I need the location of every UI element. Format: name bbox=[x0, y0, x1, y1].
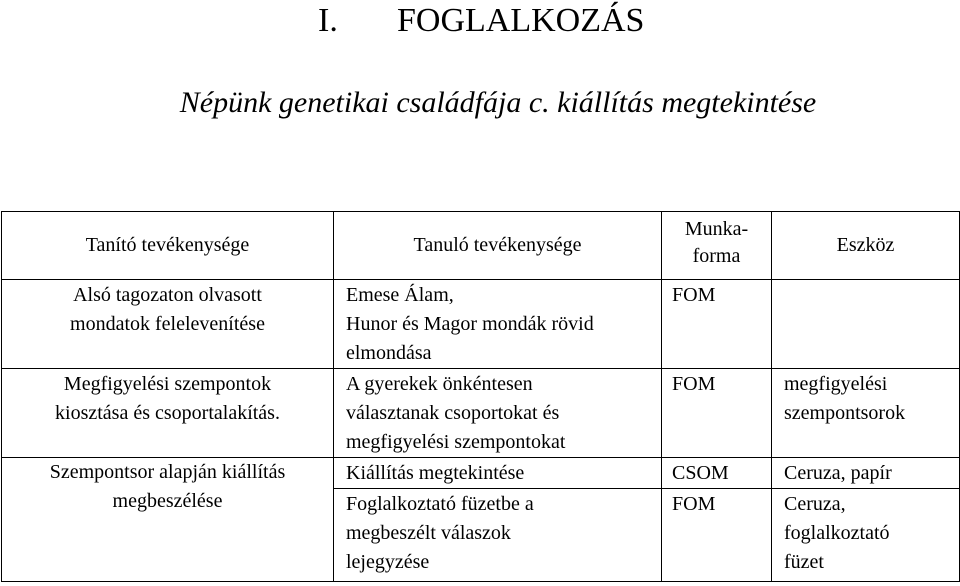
cell-form-text: CSOM bbox=[672, 462, 729, 484]
cell-form bbox=[662, 489, 772, 582]
section-number: I. bbox=[318, 2, 338, 39]
cell-student bbox=[334, 280, 662, 369]
cell-student-text: Foglalkoztató füzetbe a megbeszélt válaszok lejegyzése bbox=[346, 493, 534, 573]
lesson-subtitle-text: Népünk genetikai családfája c. kiállítás megtekintése bbox=[179, 86, 817, 119]
header-work-form bbox=[662, 212, 772, 280]
cell-tool-text: Ceruza, foglalkoztató füzet bbox=[784, 493, 890, 573]
cell-tool bbox=[772, 489, 960, 582]
cell-tool-text: Ceruza, papír bbox=[784, 462, 892, 484]
header-student-activity bbox=[334, 212, 662, 280]
cell-teacher bbox=[2, 280, 334, 369]
lesson-plan-table bbox=[1, 211, 960, 582]
cell-teacher bbox=[2, 458, 334, 582]
cell-teacher-text: Szempontsor alapján kiállítás megbeszélése bbox=[49, 461, 286, 512]
cell-student bbox=[334, 369, 662, 458]
cell-teacher-text: Alsó tagozaton olvasott mondatok felelevenítése bbox=[70, 284, 265, 335]
cell-form bbox=[662, 369, 772, 458]
cell-student-text: Emese Álam, Hunor és Magor mondák rövid elmondása bbox=[346, 284, 594, 364]
header-student-label: Tanuló tevékenysége bbox=[413, 234, 582, 256]
table-row bbox=[2, 280, 960, 369]
cell-form-text: FOM bbox=[672, 284, 716, 306]
table-header-row bbox=[2, 212, 960, 280]
header-tools bbox=[772, 212, 960, 280]
header-teacher-activity bbox=[2, 212, 334, 280]
cell-form bbox=[662, 458, 772, 489]
cell-tool bbox=[772, 280, 960, 369]
cell-student-text: A gyerekek önkéntesen választanak csoportokat és megfigyelési szempontokat bbox=[346, 373, 566, 453]
cell-form-text: FOM bbox=[672, 493, 716, 515]
cell-form bbox=[662, 280, 772, 369]
cell-tool bbox=[772, 458, 960, 489]
section-title: FOGLALKOZÁS bbox=[397, 2, 645, 39]
table-row bbox=[2, 369, 960, 458]
lesson-subtitle bbox=[0, 85, 960, 121]
cell-form-text: FOM bbox=[672, 373, 716, 395]
cell-tool bbox=[772, 369, 960, 458]
cell-teacher bbox=[2, 369, 334, 458]
cell-student bbox=[334, 458, 662, 489]
cell-student-text: Kiállítás megtekintése bbox=[346, 462, 525, 484]
cell-tool-text: megfigyelési szempontsorok bbox=[784, 373, 906, 424]
header-form-label: Munka- forma bbox=[684, 218, 749, 267]
cell-student bbox=[334, 489, 662, 582]
table-row bbox=[2, 458, 960, 489]
cell-teacher-text: Megfigyelési szempontok kiosztása és csoportalakítás. bbox=[55, 373, 280, 424]
header-tool-label: Eszköz bbox=[836, 234, 895, 256]
header-teacher-label: Tanító tevékenysége bbox=[85, 234, 250, 256]
